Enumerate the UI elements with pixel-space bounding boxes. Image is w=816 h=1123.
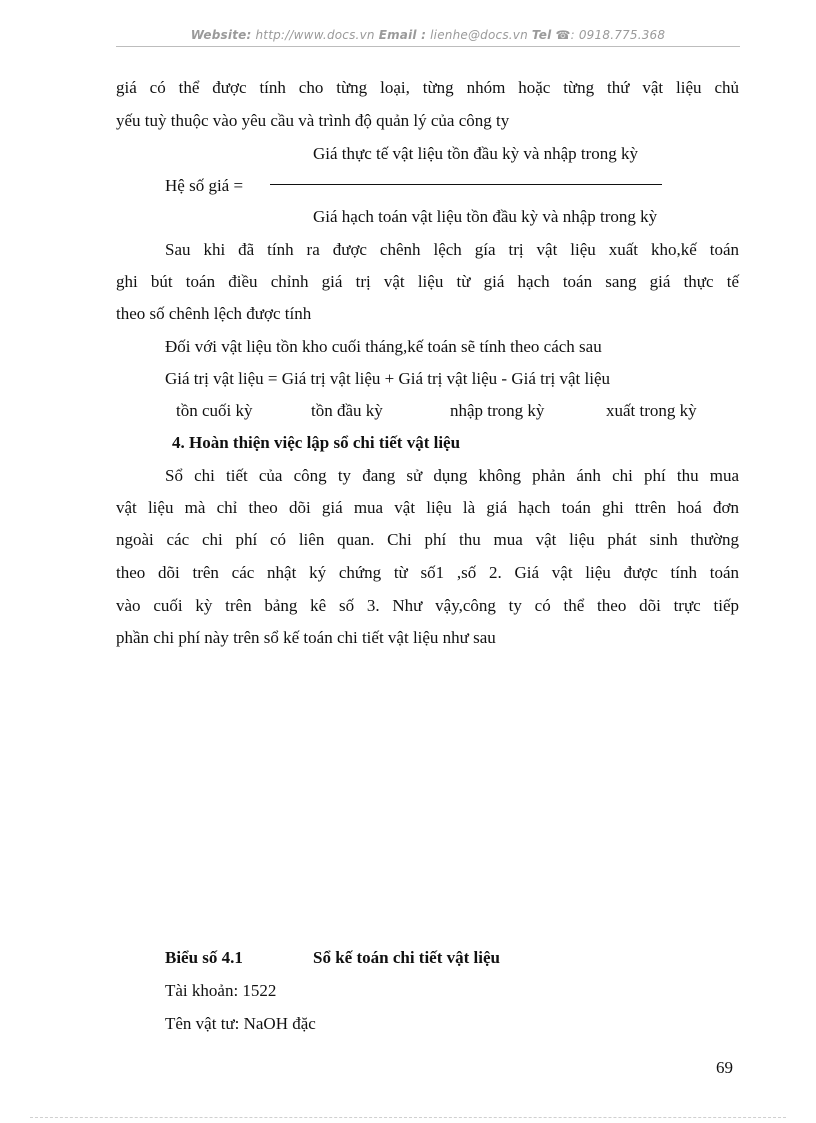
paragraph-4-line-2: vật liệu mà chỉ theo dõi giá mua vật liệu là giá hạch toán ghi ttrên hoá đơn [116, 498, 739, 517]
formula-1-label: Hệ số giá = [165, 176, 244, 195]
paragraph-4-line-1: Sổ chi tiết của công ty đang sử dụng không phản ánh chi phí thu mua [165, 466, 739, 485]
phone-icon: ☎ [555, 28, 571, 42]
paragraph-2-line-1: Sau khi đã tính ra được chênh lệch gía trị vật liệu xuất kho,kế toán [165, 240, 739, 259]
header-divider [116, 46, 740, 47]
footer-divider [30, 1117, 786, 1118]
page-header [116, 28, 740, 42]
table-caption-title: Sổ kế toán chi tiết vật liệu [313, 948, 500, 967]
material-line: Tên vật tư: NaOH đặc [165, 1014, 316, 1033]
formula-1-denominator: Giá hạch toán vật liệu tồn đầu kỳ và nhập trong kỳ [313, 207, 658, 226]
email-label: Email : [378, 28, 427, 42]
formula-1-numerator: Giá thực tế vật liệu tồn đầu kỳ và nhập trong kỳ [313, 144, 639, 163]
email-value[interactable]: lienhe@docs.vn [430, 28, 528, 42]
formula-1-fraction-bar [270, 184, 662, 185]
section-heading: 4. Hoàn thiện việc lập sổ chi tiết vật liệu [172, 433, 461, 452]
paragraph-2-line-3: theo số chênh lệch được tính [116, 304, 312, 323]
website-label: Website: [190, 28, 252, 42]
formula-2-term-1: tồn cuối kỳ [176, 401, 253, 420]
formula-2-term-3: nhập trong kỳ [450, 401, 545, 420]
paragraph-2-line-2: ghi bút toán điều chỉnh giá trị vật liệu từ giá hạch toán sang giá thực tế [116, 272, 739, 291]
table-caption-number: Biểu số 4.1 [165, 948, 243, 967]
formula-2-line-1: Giá trị vật liệu = Giá trị vật liệu + Giá trị vật liệu - Giá trị vật liệu [165, 369, 610, 388]
formula-2-term-4: xuất trong kỳ [606, 401, 697, 420]
page-number: 69 [716, 1058, 733, 1077]
tel-label: Tel [531, 28, 552, 42]
paragraph-4-line-6: phần chi phí này trên sổ kế toán chi tiết vật liệu như sau [116, 628, 496, 647]
formula-2-term-2: tồn đầu kỳ [311, 401, 383, 420]
paragraph-4-line-5: vào cuối kỳ trên bảng kê số 3. Như vậy,công ty có thể theo dõi trực tiếp [116, 596, 739, 615]
website-value[interactable]: http://www.docs.vn [255, 28, 375, 42]
account-line: Tài khoản: 1522 [165, 981, 277, 1000]
tel-value: : 0918.775.368 [570, 28, 666, 42]
paragraph-4-line-4: theo dõi trên các nhật ký chứng từ số1 ,số 2. Giá vật liệu được tính toán [116, 563, 739, 582]
paragraph-1-line-2: yếu tuỳ thuộc vào yêu cầu và trình độ quản lý của công ty [116, 111, 510, 130]
paragraph-1-line-1: giá có thể được tính cho từng loại, từng nhóm hoặc từng thứ vật liệu chủ [116, 78, 739, 97]
paragraph-3: Đối với vật liệu tồn kho cuối tháng,kế toán sẽ tính theo cách sau [165, 337, 602, 356]
paragraph-4-line-3: ngoài các chi phí có liên quan. Chi phí thu mua vật liệu phát sinh thường [116, 530, 739, 549]
